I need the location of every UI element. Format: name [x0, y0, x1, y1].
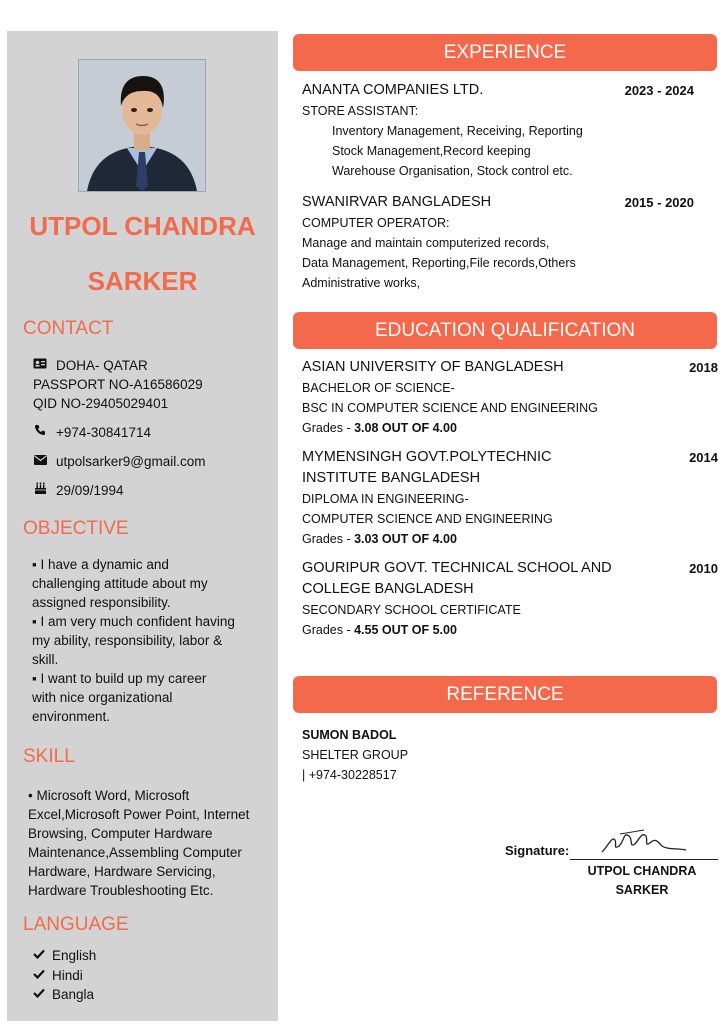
signature-name: [582, 862, 702, 900]
reference-phone: | +974-30228517: [302, 768, 397, 782]
name-line-2: SARKER: [87, 266, 198, 296]
qid-text: QID NO-29405029401: [33, 396, 169, 411]
language-heading: LANGUAGE: [23, 914, 129, 935]
portrait-illustration: [79, 60, 205, 191]
grade-value: 4.55 OUT OF 5.00: [354, 623, 457, 637]
company-name: ANANTA COMPANIES LTD.: [302, 82, 484, 98]
company-name: SWANIRVAR BANGLADESH: [302, 194, 492, 210]
grades-label: Grades -: [302, 421, 355, 435]
grades-label: Grades -: [302, 532, 355, 546]
language-item: [32, 946, 96, 966]
name-line-1: UTPOL CHANDRA: [29, 211, 256, 241]
school-name-cont: COLLEGE BANGLADESH: [302, 581, 474, 597]
check-icon: [32, 966, 46, 986]
job-duty: Warehouse Organisation, Stock control etc.: [332, 164, 573, 178]
education-item: [302, 447, 718, 549]
dob-text: 29/09/1994: [56, 483, 124, 498]
degree-line: DIPLOMA IN ENGINEERING-: [302, 492, 469, 506]
degree-line: SECONDARY SCHOOL CERTIFICATE: [302, 603, 521, 617]
birthday-cake-icon: [33, 481, 47, 500]
signature-name-line-1: UTPOL CHANDRA: [587, 864, 697, 878]
education-item: [302, 357, 718, 438]
grade-line: [302, 529, 718, 549]
job-role: COMPUTER OPERATOR:: [302, 216, 450, 230]
job-duty: Manage and maintain computerized records,: [302, 236, 550, 250]
degree-line: COMPUTER SCIENCE AND ENGINEERING: [302, 512, 553, 526]
job-years: 2015 - 2020: [624, 195, 694, 210]
envelope-icon: [33, 452, 47, 471]
address-text: DOHA- QATAR: [56, 358, 148, 373]
school-name-cont: INSTITUTE BANGLADESH: [302, 470, 481, 486]
degree-line: BSC IN COMPUTER SCIENCE AND ENGINEERING: [302, 401, 598, 415]
grade-line: [302, 418, 718, 438]
school-name: ASIAN UNIVERSITY OF BANGLADESH: [302, 359, 564, 375]
grade-value: 3.03 OUT OF 4.00: [354, 532, 457, 546]
language-item: [32, 966, 96, 986]
signature-label: Signature:: [505, 843, 570, 858]
language-label: Bangla: [52, 987, 95, 1002]
experience-banner: EXPERIENCE: [293, 34, 717, 71]
passport-text: PASSPORT NO-A16586029: [33, 377, 203, 392]
phone-icon: [33, 423, 47, 442]
reference-banner: REFERENCE: [293, 676, 717, 713]
school-name: GOURIPUR GOVT. TECHNICAL SCHOOL AND: [302, 560, 612, 576]
job-duty: Administrative works,: [302, 276, 421, 290]
education-year: 2018: [689, 360, 718, 375]
profile-photo: [78, 59, 206, 192]
signature-name-line-2: SARKER: [615, 883, 669, 897]
language-label: Hindi: [52, 967, 83, 983]
job-duty: Data Management, Reporting,File records,Others: [302, 256, 576, 270]
check-icon: [32, 985, 46, 1005]
language-label: English: [52, 948, 97, 963]
education-year: 2010: [689, 561, 718, 576]
skill-text: • Microsoft Word, Microsoft Excel,Microsoft Power Point, Internet Browsing, Computer Hardware Maintenance,Assembling Computer Hardware, Hardware Servicing, Hardware Troubleshooting Etc.: [28, 788, 250, 898]
school-name: MYMENSINGH GOVT.POLYTECHNIC: [302, 449, 552, 465]
experience-item: [302, 80, 694, 181]
grade-line: [302, 620, 718, 640]
reference-name: SUMON BADOL: [302, 728, 397, 742]
language-item: [32, 985, 96, 1005]
degree-line: BACHELOR OF SCIENCE-: [302, 381, 455, 395]
language-list: [32, 946, 96, 1005]
experience-item: [302, 192, 694, 293]
phone-text: +974-30841714: [56, 425, 151, 440]
email-text: utpolsarker9@gmail.com: [56, 454, 206, 469]
job-duty: Inventory Management, Receiving, Reporting: [332, 124, 583, 138]
contact-block: [33, 356, 206, 500]
grades-label: Grades -: [302, 623, 355, 637]
id-card-icon: [33, 356, 47, 375]
reference-block: [302, 725, 718, 785]
job-years: 2023 - 2024: [624, 83, 694, 98]
grade-value: 3.08 OUT OF 4.00: [354, 421, 457, 435]
objective-text: ▪ I have a dynamic and challenging attitude about my assigned responsibility. ▪ I am very much confident having my ability, responsibility, labor & skill. ▪ I want to build up my career with nice organizational environment.: [32, 557, 235, 724]
check-icon: [32, 946, 46, 966]
sidebar: [7, 31, 278, 1021]
education-item: [302, 558, 718, 640]
reference-company: SHELTER GROUP: [302, 748, 409, 762]
education-year: 2014: [689, 450, 718, 465]
handwritten-signature: [598, 826, 690, 858]
job-role: STORE ASSISTANT:: [302, 104, 419, 118]
education-banner: EDUCATION QUALIFICATION: [293, 312, 717, 349]
signature-line: [570, 859, 718, 860]
job-duty: Stock Management,Record keeping: [332, 144, 531, 158]
objective-heading: OBJECTIVE: [23, 518, 129, 539]
skill-heading: SKILL: [23, 746, 75, 767]
contact-heading: CONTACT: [23, 318, 114, 339]
